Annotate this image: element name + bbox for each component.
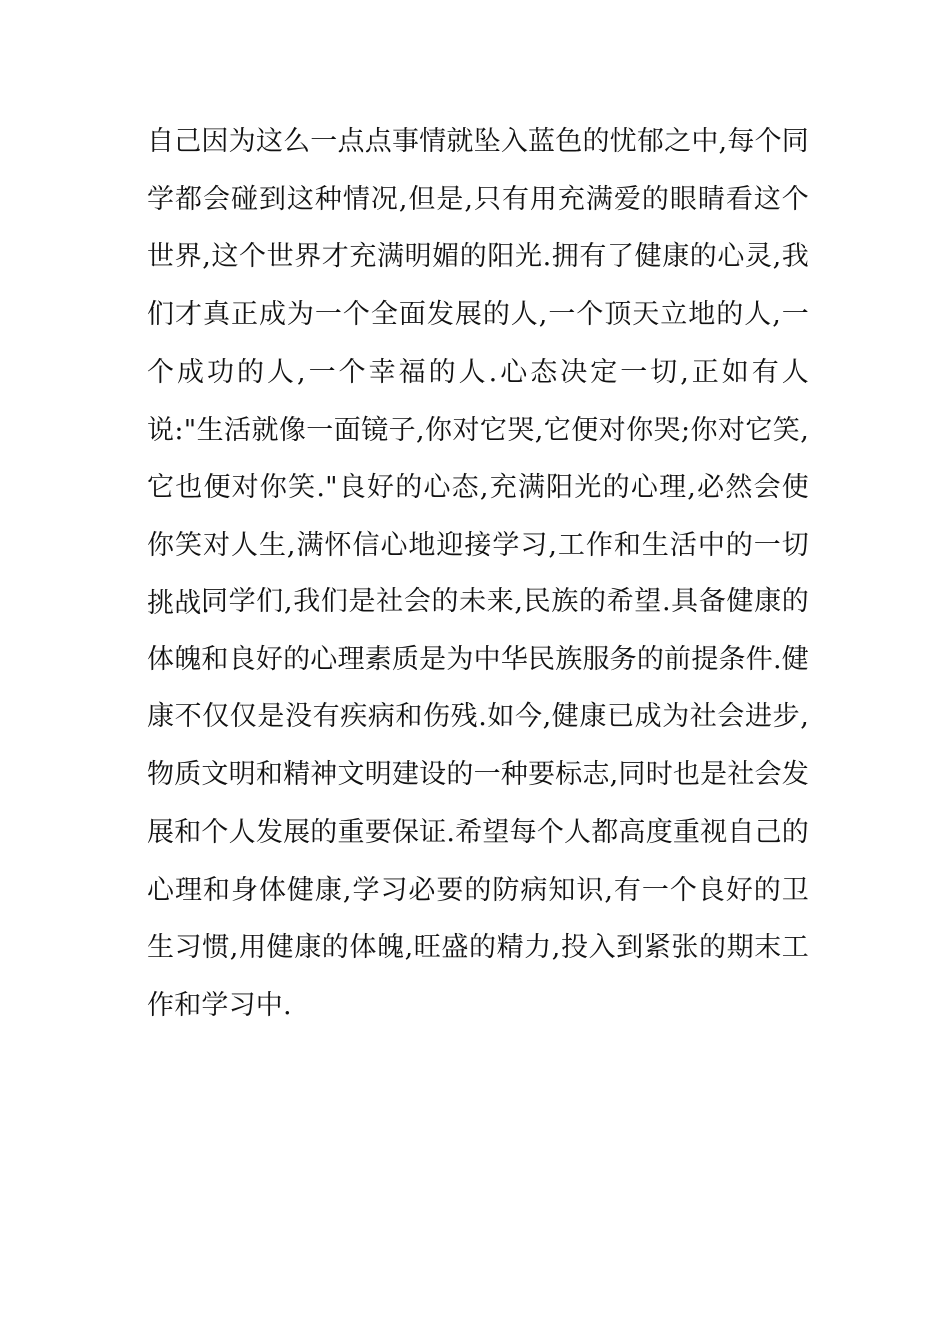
paragraph-1: 自己因为这么一点点事情就坠入蓝色的忧郁之中,每个同学都会碰到这种情况,但是,只有用充满爱的眼睛看这个世界,这个世界才充满明媚的阳光.拥有了健康的心灵,我们才真正成为一个全面发展的人,一个顶天立地的人,一个成功的人,一个幸福的人.心态决定一切,正如有人说:"生活就像一面镜子,你对它哭,它便对你哭;你对它笑,它也便对你笑."良好的心态,充满阳光的心理,必然会使你笑对人生,满怀信心地迎接学习,工作和生活中的一切挑战. bbox=[147, 126, 809, 619]
paragraph-2: 同学们,我们是社会的未来,民族的希望.具备健康的体魄和良好的心理素质是为中华民族服务的前提条件.健康不仅仅是没有疾病和伤残.如今,健康已成为社会进步,物质文明和精神文明建设的一种要标志,同时也是社会发展和个人发展的重要保证.希望每个人都高度重视自己的心理和身体健康,学习必要的防病知识,有一个良好的卫生习惯,用健康的体魄,旺盛的精力,投入到紧张的期末工作和学习中. bbox=[147, 586, 809, 1021]
